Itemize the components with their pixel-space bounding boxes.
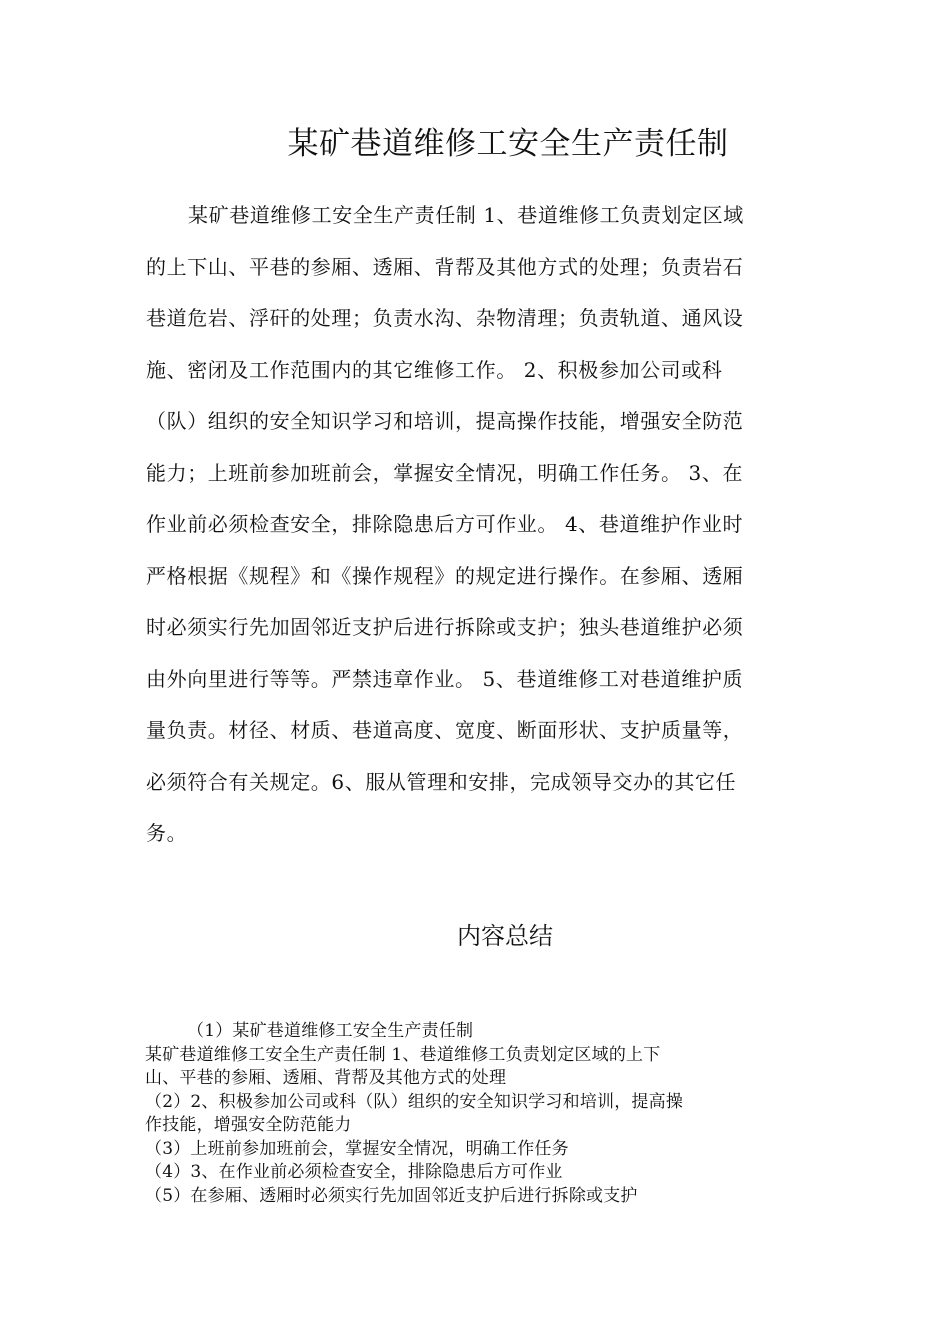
summary-list <box>145 1020 805 1208</box>
summary-line: （1）某矿巷道维修工安全生产责任制 <box>187 1021 474 1041</box>
summary-line: 某矿巷道维修工安全生产责任制 1、巷道维修工负责划定区域的上下 <box>145 1044 661 1065</box>
summary-line: （4）3、在作业前必须检查安全，排除隐患后方可作业 <box>145 1162 563 1182</box>
summary-line: 山、平巷的参厢、透厢、背帮及其他方式的处理 <box>145 1068 507 1088</box>
body-line: 严格根据《规程》和《操作规程》的规定进行操作。在参厢、透厢 <box>146 563 744 588</box>
body-line: 某矿巷道维修工安全生产责任制 1、巷道维修工负责划定区域 <box>188 203 744 227</box>
summary-line: （3）上班前参加班前会，掌握安全情况，明确工作任务 <box>145 1138 569 1159</box>
summary-line: 作技能，增强安全防范能力 <box>145 1115 352 1135</box>
body-line: （队）组织的安全知识学习和培训，提高操作技能，增强安全防范 <box>146 409 744 433</box>
body-line: 由外向里进行等等。严禁违章作业。 5、巷道维修工对巷道维护质 <box>146 666 744 691</box>
body-line: 量负责。材径、材质、巷道高度、宽度、断面形状、支护质量等， <box>146 718 744 742</box>
body-line: 时必须实行先加固邻近支护后进行拆除或支护；独头巷道维护必须 <box>146 615 744 639</box>
body-line: 务。 <box>146 821 188 845</box>
body-line: 能力；上班前参加班前会，掌握安全情况，明确工作任务。 3、在 <box>146 460 744 485</box>
document-body <box>146 192 806 862</box>
body-line: 施、密闭及工作范围内的其它维修工作。 2、积极参加公司或科 <box>146 357 723 382</box>
summary-heading: 内容总结 <box>457 922 553 950</box>
body-line: 作业前必须检查安全，排除隐患后方可作业。 4、巷道维护作业时 <box>146 512 744 536</box>
summary-line: （2）2、积极参加公司或科（队）组织的安全知识学习和培训，提高操 <box>145 1091 684 1112</box>
body-line: 必须符合有关规定。6、服从管理和安排，完成领导交办的其它任 <box>146 769 737 794</box>
summary-line: （5）在参厢、透厢时必须实行先加固邻近支护后进行拆除或支护 <box>145 1185 638 1206</box>
document-title: 某矿巷道维修工安全生产责任制 <box>287 126 729 162</box>
body-line: 巷道危岩、浮矸的处理；负责水沟、杂物清理；负责轨道、通风设 <box>146 306 744 330</box>
body-line: 的上下山、平巷的参厢、透厢、背帮及其他方式的处理；负责岩石 <box>146 254 744 279</box>
